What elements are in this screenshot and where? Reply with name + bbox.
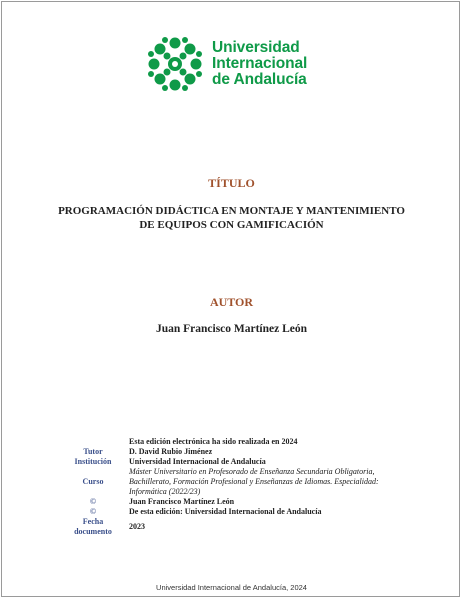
logo-line-1: Universidad xyxy=(212,39,300,56)
meta-row-curso xyxy=(60,467,400,497)
document-title-line-1: PROGRAMACIÓN DIDÁCTICA EN MONTAJE Y MANTENIMIENTO xyxy=(58,205,405,217)
meta-row-fecha xyxy=(60,517,400,537)
curso-label: Curso xyxy=(82,477,104,486)
copyright-author-value: Juan Francisco Martínez León xyxy=(129,497,235,506)
fecha-value: 2023 xyxy=(129,522,145,531)
copyright-edition-label: © xyxy=(90,507,96,516)
logo-line-3: de Andalucía xyxy=(212,71,307,88)
author-name: Juan Francisco Martínez León xyxy=(155,323,308,335)
edition-note: Esta edición electrónica ha sido realizada en 2024 xyxy=(129,437,298,446)
fecha-label xyxy=(60,517,126,537)
logo-line-2: Internacional xyxy=(212,55,308,72)
meta-row-tutor xyxy=(60,447,400,457)
logo-wordmark xyxy=(212,40,307,88)
document-metadata xyxy=(60,447,400,537)
university-logo xyxy=(147,36,307,92)
document-title-line-2: DE EQUIPOS CON GAMIFICACIÓN xyxy=(139,219,324,231)
document-title xyxy=(40,204,423,232)
meta-row-institucion xyxy=(60,457,400,467)
institucion-value: Universidad Internacional de Andalucía xyxy=(129,457,266,466)
title-heading: TÍTULO xyxy=(208,176,255,190)
copyright-author-label: © xyxy=(90,497,96,506)
tutor-value: D. David Rubio Jiménez xyxy=(129,447,213,456)
fecha-label-line-2: documento xyxy=(74,527,112,536)
page-footer: Universidad Internacional de Andalucía, 2024 xyxy=(156,583,307,592)
copyright-edition-value: De esta edición: Universidad Internacional de Andalucía xyxy=(129,507,322,516)
meta-row-copyright-edition xyxy=(60,507,400,517)
fecha-label-line-1: Fecha xyxy=(82,517,104,526)
author-heading: AUTOR xyxy=(209,295,254,309)
curso-value: Máster Universitario en Profesorado de Enseñanza Secundaria Obligatoria, Bachillerato, Formación Profesional y Enseñanzas de Idiomas. Especialidad: Informática (2022/23) xyxy=(129,467,379,496)
institucion-label: Institución xyxy=(74,457,112,466)
university-emblem-icon xyxy=(147,36,203,92)
meta-row-copyright-author xyxy=(60,497,400,507)
tutor-label: Tutor xyxy=(83,447,103,456)
